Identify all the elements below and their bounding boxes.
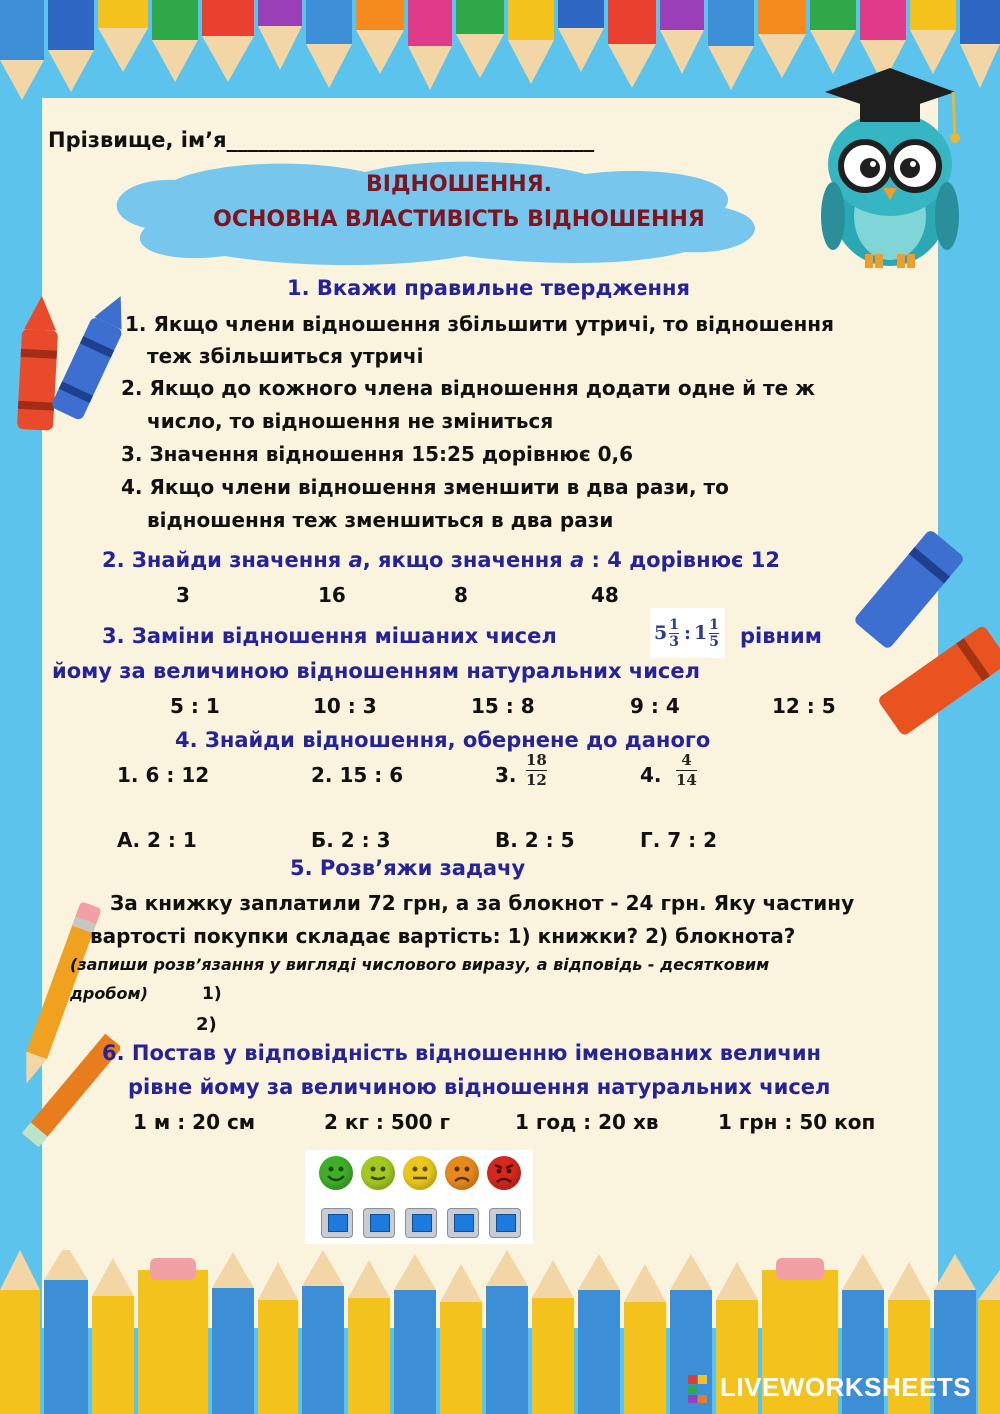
task4-answer-b[interactable]: Б. 2 : 3 <box>311 828 391 852</box>
task3-numerator-1: 1 <box>669 616 679 633</box>
left-crayons-decoration <box>12 290 132 438</box>
task3-whole-1: 5 <box>654 622 668 644</box>
task1-statement-2a[interactable]: 2. Якщо до кожного члена відношення додати одне й те ж <box>121 376 816 400</box>
task3-denominator-2: 5 <box>709 633 719 650</box>
task3-denominator-1: 3 <box>669 633 679 650</box>
task1-statement-2b[interactable]: число, то відношення не зміниться <box>147 409 554 433</box>
right-crayons-decoration <box>855 525 1000 755</box>
task2-heading-text-2: , якщо значення <box>362 548 571 572</box>
liveworksheets-logo-icon <box>688 1375 718 1403</box>
task2-heading-text-1: 2. Знайди значення <box>102 548 349 572</box>
rating-checkbox-2[interactable] <box>363 1208 395 1238</box>
task2-variable-a: a <box>348 548 363 572</box>
task4-frac3-numerator: 18 <box>526 751 547 769</box>
task4-answer-d[interactable]: Г. 7 : 2 <box>640 828 718 852</box>
self-assessment-panel <box>305 1150 533 1244</box>
task5-note-line2: дробом) <box>70 984 148 1003</box>
task2-option-1[interactable]: 3 <box>176 583 190 607</box>
task3-option-1[interactable]: 5 : 1 <box>170 694 220 718</box>
task1-heading: 1. Вкажи правильне твердження <box>287 276 691 300</box>
task1-statement-4a[interactable]: 4. Якщо члени відношення зменшити в два рази, то <box>121 475 729 499</box>
task5-problem-line2: вартості покупки складає вартість: 1) книжки? 2) блокнота? <box>90 924 796 948</box>
rating-checkbox-4[interactable] <box>447 1208 479 1238</box>
task6-item-2[interactable]: 2 кг : 500 г <box>324 1110 450 1134</box>
task4-item-4-label: 4. <box>640 763 662 787</box>
task3-heading-part2: рівним <box>740 624 822 648</box>
task6-item-4[interactable]: 1 грн : 50 коп <box>718 1110 876 1134</box>
task3-fraction-1 <box>669 618 679 649</box>
task3-whole-2: 1 <box>694 622 708 644</box>
task5-answer-1-label: 1) <box>202 984 222 1004</box>
task3-option-3[interactable]: 15 : 8 <box>471 694 535 718</box>
task4-frac4-denominator: 14 <box>676 771 697 789</box>
angry-face-icon <box>487 1156 521 1190</box>
task4-frac4-numerator: 4 <box>681 751 692 769</box>
task6-item-1[interactable]: 1 м : 20 см <box>133 1110 256 1134</box>
task4-item-3-label: 3. <box>495 763 517 787</box>
task1-statement-4b[interactable]: відношення теж зменшиться в два рази <box>147 508 614 532</box>
task3-mixed-ratio <box>650 608 725 658</box>
task2-variable-a-2: a <box>570 548 585 572</box>
title-line-1: ВІДНОШЕННЯ. <box>366 172 552 197</box>
title-line-2: ОСНОВНА ВЛАСТИВІСТЬ ВІДНОШЕННЯ <box>213 207 705 232</box>
task4-item-2: 2. 15 : 6 <box>311 763 404 787</box>
owl-mascot-icon <box>815 66 965 270</box>
task1-statement-1a[interactable]: 1. Якщо члени відношення збільшити утричі, то відношення <box>125 312 834 336</box>
task3-option-4[interactable]: 9 : 4 <box>630 694 680 718</box>
task3-heading-part1: 3. Заміни відношення мішаних чисел <box>102 624 557 648</box>
task2-heading <box>102 548 780 572</box>
task4-frac3-denominator: 12 <box>526 771 547 789</box>
neutral-face-icon <box>403 1156 437 1190</box>
task2-option-2[interactable]: 16 <box>318 583 346 607</box>
task2-option-3[interactable]: 8 <box>454 583 468 607</box>
very-happy-face-icon <box>319 1156 353 1190</box>
task4-fraction-4 <box>674 752 699 789</box>
task6-heading-line2: рівне йому за величиною відношення натуральних чисел <box>128 1075 831 1099</box>
rating-checkbox-5[interactable] <box>489 1208 521 1238</box>
task3-ratio-sign: : <box>683 622 691 644</box>
task3-option-2[interactable]: 10 : 3 <box>313 694 377 718</box>
task1-statement-1b[interactable]: теж збільшиться утричі <box>147 344 424 368</box>
task5-problem-line1: За книжку заплатили 72 грн, а за блокнот - 24 грн. Яку частину <box>110 891 855 915</box>
rating-checkbox-1[interactable] <box>321 1208 353 1238</box>
task5-answer-2-label: 2) <box>196 1014 217 1035</box>
task4-item-1: 1. 6 : 12 <box>117 763 210 787</box>
task5-note-line1: (запиши розв’язання у вигляді числового виразу, а відповідь - десятковим <box>70 955 770 974</box>
task2-option-4[interactable]: 48 <box>591 583 619 607</box>
liveworksheets-watermark: LIVEWORKSHEETS <box>720 1372 972 1402</box>
name-field-label: Прізвище, ім’я___________________________________ <box>48 128 595 152</box>
sad-face-icon <box>445 1156 479 1190</box>
task4-answer-a[interactable]: А. 2 : 1 <box>117 828 197 852</box>
task3-heading-line2: йому за величиною відношенням натуральних чисел <box>52 659 701 683</box>
worksheet-title <box>0 172 918 233</box>
task1-statement-3[interactable]: 3. Значення відношення 15:25 дорівнює 0,6 <box>121 442 634 466</box>
task3-fraction-2 <box>709 618 719 649</box>
task5-heading: 5. Розв’яжи задачу <box>290 856 526 880</box>
task4-answer-c[interactable]: В. 2 : 5 <box>495 828 575 852</box>
task3-numerator-2: 1 <box>709 616 719 633</box>
task4-fraction-3 <box>524 752 549 789</box>
task6-heading-line1: 6. Постав у відповідність відношенню іменованих величин <box>102 1041 822 1065</box>
task4-heading: 4. Знайди відношення, обернене до даного <box>175 728 711 752</box>
task3-option-5[interactable]: 12 : 5 <box>772 694 836 718</box>
rating-checkbox-3[interactable] <box>405 1208 437 1238</box>
happy-face-icon <box>361 1156 395 1190</box>
task6-item-3[interactable]: 1 год : 20 хв <box>515 1110 659 1134</box>
task2-heading-text-3: : 4 дорівнює 12 <box>584 548 781 572</box>
